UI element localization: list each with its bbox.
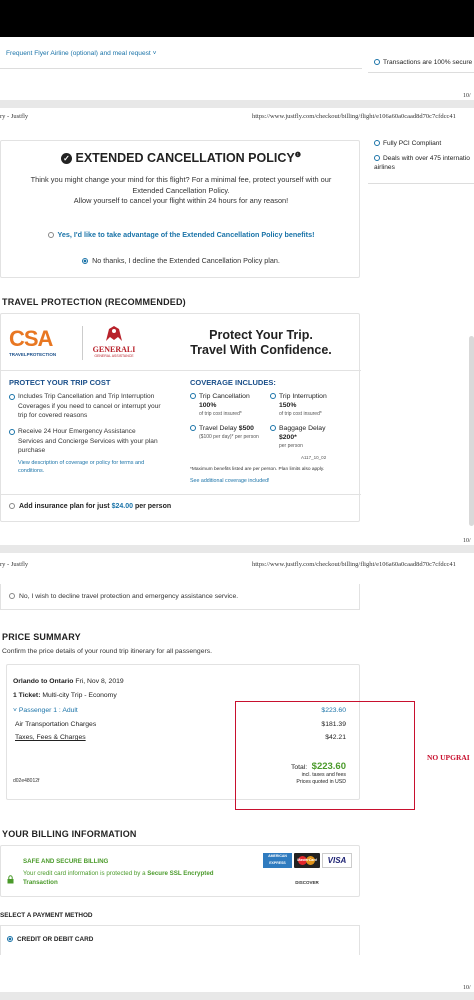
visa-card-icon: VISA bbox=[322, 853, 352, 868]
check-icon bbox=[190, 393, 196, 399]
travel-protection-card bbox=[0, 313, 360, 522]
total-price: Total: $223.60 bbox=[290, 761, 346, 772]
page-gap bbox=[0, 992, 474, 1000]
see-additional-coverage-link[interactable]: See additional coverage included! bbox=[190, 478, 270, 484]
logo-divider bbox=[82, 326, 83, 360]
passenger-toggle[interactable]: ˅ Passenger 1 : Adult bbox=[13, 707, 78, 714]
ecp-title: ✓ EXTENDED CANCELLATION $POLICY^❶$ bbox=[1, 151, 361, 165]
csa-logo: CSA TRAVELPROTECTION bbox=[9, 326, 57, 357]
protect-headline: Protect Your Trip. Travel With Confidence. bbox=[190, 328, 332, 357]
secure-transactions-note: Transactions are 100% secure bbox=[374, 59, 472, 66]
radio-button[interactable] bbox=[48, 232, 54, 238]
page-number: 10/ bbox=[463, 985, 471, 991]
air-charges-value: $181.39 bbox=[321, 721, 346, 728]
taxes-fees-value: $42.21 bbox=[325, 734, 346, 741]
route: Orlando to Ontario Fri, Nov 8, 2019 bbox=[13, 678, 124, 685]
divider bbox=[0, 68, 362, 69]
secure-billing-text: Your credit card information is protected by a Secure SSL Encrypted Transaction bbox=[23, 870, 214, 886]
protect-trip-cost-title: PROTECT YOUR TRIP COST bbox=[9, 378, 111, 387]
payment-method-title: SELECT A PAYMENT METHOD bbox=[0, 912, 93, 919]
add-insurance-option[interactable]: Add insurance plan for just $24.00 per person bbox=[9, 503, 171, 510]
ticket-info: 1 Ticket: Multi-city Trip - Economy bbox=[13, 692, 117, 699]
annotation-box bbox=[235, 701, 415, 810]
protect-item-2: Receive 24 Hour Emergency Assistance Services and Concierge Services with your plan purchase bbox=[9, 427, 161, 456]
lion-icon bbox=[103, 323, 125, 345]
check-icon bbox=[270, 393, 276, 399]
coverage-trip-cancellation: Trip Cancellation 100% of trip cost insured* bbox=[190, 393, 275, 419]
decline-protection-row bbox=[0, 584, 360, 610]
ecp-yes-option[interactable]: Yes, I'd like to take advantage of the Extended Cancellation Policy benefits! bbox=[1, 230, 361, 239]
billing-title: YOUR BILLING INFORMATION bbox=[2, 829, 137, 839]
page-gap bbox=[0, 545, 474, 553]
radio-button[interactable] bbox=[9, 593, 15, 599]
print-header-title: ry - Justfly bbox=[0, 113, 29, 120]
check-icon bbox=[190, 425, 196, 431]
check-icon bbox=[9, 394, 15, 400]
check-icon bbox=[374, 140, 380, 146]
page-number: 10/ bbox=[463, 93, 471, 99]
frequent-flyer-link[interactable]: Frequent Flyer Airline (optional) and meal request ˅ bbox=[6, 50, 157, 57]
info-icon[interactable]: ❶ bbox=[294, 152, 301, 159]
chevron-down-icon: ˅ bbox=[13, 707, 17, 714]
divider bbox=[368, 183, 474, 184]
scrollbar[interactable] bbox=[469, 336, 474, 526]
secure-billing-title: SAFE AND SECURE BILLING bbox=[23, 858, 109, 865]
price-summary-title: PRICE SUMMARY bbox=[2, 632, 81, 642]
radio-button-selected[interactable] bbox=[82, 258, 88, 264]
view-coverage-link[interactable]: View description of coverage or policy for terms and conditions. bbox=[18, 460, 145, 474]
plan-code: A117_10_02 bbox=[301, 455, 327, 460]
lock-icon bbox=[7, 871, 14, 889]
secure-billing-card bbox=[0, 845, 360, 897]
divider bbox=[1, 494, 361, 495]
chevron-down-icon: ˅ bbox=[152, 50, 157, 57]
coverage-travel-delay: Travel Delay $500 ($100 per day)* per person bbox=[190, 425, 270, 440]
coverage-trip-interruption: Trip Interruption 150% of trip cost insured* bbox=[270, 393, 355, 419]
sidebar-item-pci: Fully PCI Compliant bbox=[374, 140, 441, 147]
page-gap bbox=[0, 100, 474, 108]
passenger-total: $223.60 bbox=[321, 707, 346, 714]
coverage-title: COVERAGE INCLUDES: bbox=[190, 378, 276, 387]
check-icon bbox=[270, 425, 276, 431]
discover-card-icon: DISCOVER bbox=[295, 880, 319, 885]
price-notes: incl. taxes and fees Prices quoted in USD bbox=[296, 772, 346, 785]
travel-protection-title: TRAVEL PROTECTION (RECOMMENDED) bbox=[2, 297, 186, 307]
check-icon bbox=[9, 429, 15, 435]
decline-protection-option[interactable]: No, I wish to decline travel protection and emergency assistance service. bbox=[9, 593, 238, 600]
ecp-card bbox=[0, 140, 360, 278]
annotation-text: NO UPGRAI bbox=[427, 753, 470, 762]
check-circle-icon: ✓ bbox=[61, 153, 72, 164]
ecp-description: Think you might change your mind for this flight? For a minimal fee, protect yourself with our Extended Cancellation Policy. Allow yourself to cancel your flight within 24 hours for any reason! bbox=[30, 175, 332, 205]
reference-code: d02e48012f bbox=[13, 778, 40, 784]
radio-button[interactable] bbox=[9, 503, 15, 509]
credit-card-option[interactable]: CREDIT OR DEBIT CARD bbox=[7, 936, 93, 943]
shield-icon bbox=[374, 59, 380, 65]
print-header-url: https://www.justfly.com/checkout/billing/flight/e106a60a0caad8d70c7cfdcc41 bbox=[252, 561, 456, 568]
ecp-no-option[interactable]: No thanks, I decline the Extended Cancellation Policy plan. bbox=[1, 256, 361, 265]
coverage-baggage-delay: Baggage Delay $200* per person bbox=[270, 425, 355, 451]
taxes-fees-link[interactable]: Taxes, Fees & Charges bbox=[15, 734, 86, 741]
generali-logo: GENERALI GENERAL ASSISTANCE bbox=[91, 323, 137, 358]
air-charges-label: Air Transportation Charges bbox=[15, 721, 97, 728]
price-summary-subtitle: Confirm the price details of your round trip itinerary for all passengers. bbox=[2, 648, 213, 655]
amex-card-icon: AMERICAN EXPRESS bbox=[263, 853, 292, 868]
payment-method-card bbox=[0, 925, 360, 955]
page-number: 10/ bbox=[463, 538, 471, 544]
top-black-bar bbox=[0, 0, 474, 37]
divider bbox=[1, 370, 361, 371]
radio-button-selected[interactable] bbox=[7, 936, 13, 942]
mastercard-icon: MasterCard bbox=[294, 853, 320, 868]
protect-item-1: Includes Trip Cancellation and Trip Interruption Coverages if you need to cancel or interrupt your trip for covered reasons bbox=[9, 392, 161, 421]
divider bbox=[368, 72, 474, 73]
sidebar-item-airlines: Deals with over 475 internatio airlines bbox=[374, 155, 470, 171]
print-header-title: ry - Justfly bbox=[0, 561, 29, 568]
coverage-footnote: *Maximum benefits listed are per person. Plan limits also apply. bbox=[190, 467, 325, 472]
print-header-url: https://www.justfly.com/checkout/billing/flight/e106a60a0caad8d70c7cfdcc41 bbox=[252, 113, 456, 120]
check-icon bbox=[374, 155, 380, 161]
